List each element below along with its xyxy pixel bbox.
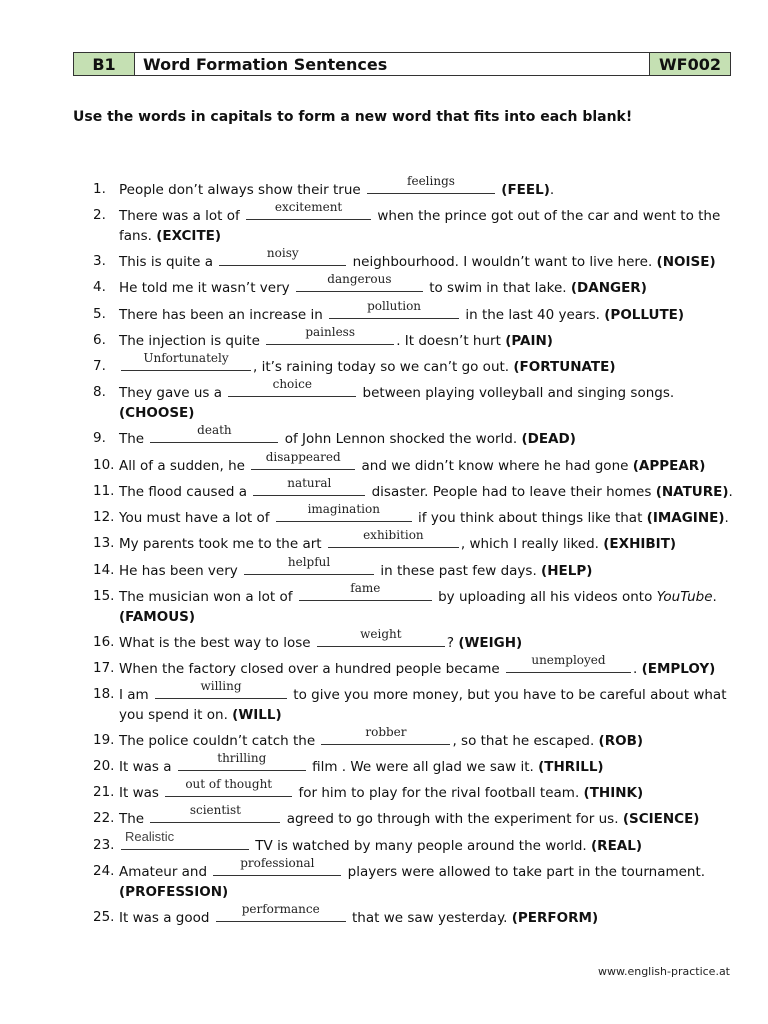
item-number: 16. [93,634,115,650]
keyword: (FORTUNATE) [513,359,616,375]
sentence-text: The police couldn’t catch the [119,733,320,749]
keyword: (PERFORM) [511,910,599,926]
answer-blank[interactable] [244,555,374,575]
sentence-text: He has been very [119,563,243,579]
exercise-item [93,450,738,476]
answer-blank[interactable] [150,803,280,823]
keyword: (HELP) [541,563,593,579]
sentence-text: of John Lennon shocked the world. [280,431,522,447]
answer-blank[interactable] [506,653,631,673]
answer-blank[interactable] [317,627,445,647]
item-number: 18. [93,686,115,702]
sentence-tail: . [724,510,729,526]
exercise-item [93,902,738,928]
keyword: (SCIENCE) [622,811,700,827]
keyword: (THINK) [583,785,644,801]
handwritten-answer: natural [287,476,332,490]
exercise-item [93,528,738,554]
handwritten-answer: choice [272,377,312,391]
exercise-item [93,777,738,803]
sentence-text: agreed to go through with the experiment for us. [282,811,623,827]
item-number: 8. [93,384,106,400]
sentence-text: The injection is quite [119,333,265,349]
handwritten-answer: disappeared [265,450,341,464]
answer-blank[interactable] [165,777,292,797]
handwritten-answer: dangerous [327,272,392,286]
keyword: (PROFESSION) [119,884,229,900]
exercise-item [93,174,738,200]
sentence-text: by uploading all his videos onto [433,589,657,605]
exercise-item [93,272,738,298]
sentence-text: , it’s raining today so we can’t go out. [253,359,514,375]
sentence-text: in the last 40 years. [461,307,605,323]
item-number: 21. [93,784,115,800]
worksheet-title: Word Formation Sentences [135,53,649,75]
handwritten-answer: imagination [307,502,380,516]
sentence-text: He told me it wasn’t very [119,280,294,296]
item-sentence [119,502,738,528]
sentence-text: It was [119,785,164,801]
item-number: 14. [93,562,115,578]
sentence-text: between playing volleyball and singing songs. [358,385,675,401]
exercise-item [93,377,738,423]
sentence-text: What is the best way to lose [119,635,315,651]
item-sentence [119,751,738,777]
sentence-text: when the prince got out of the car and went to the fans. [119,208,721,244]
item-sentence [119,377,738,423]
handwritten-answer: robber [365,725,407,739]
sentence-text: Amateur and [119,864,212,880]
sentence-text: for him to play for the rival football team. [294,785,584,801]
item-number: 17. [93,660,115,676]
item-sentence [119,174,738,200]
exercise-item [93,829,738,856]
item-sentence [119,902,738,928]
keyword: (WEIGH) [458,635,523,651]
instruction-text: Use the words in capitals to form a new word that fits into each blank! [73,109,633,125]
sentence-italic: YouTube [656,589,713,605]
item-sentence [119,325,738,351]
keyword: (EMPLOY) [641,661,716,677]
item-number: 5. [93,306,106,322]
sentence-text: When the factory closed over a hundred people became [119,661,504,677]
handwritten-answer: exhibition [363,528,424,542]
exercise-item [93,751,738,777]
answer-blank[interactable] [178,751,306,771]
handwritten-answer: helpful [287,555,331,569]
exercise-item [93,581,738,627]
level-badge: B1 [74,53,135,75]
item-sentence [119,450,738,476]
keyword: (POLLUTE) [604,307,685,323]
exercise-item [93,351,738,377]
sentence-text: The musician won a lot of [119,589,297,605]
handwritten-answer: thrilling [217,751,267,765]
exercise-item [93,502,738,528]
answer-blank[interactable] [367,174,495,194]
handwritten-answer: unemployed [531,653,606,667]
item-sentence [119,829,738,856]
item-sentence [119,555,738,581]
answer-blank[interactable] [321,725,450,745]
sentence-text: It was a [119,759,176,775]
answer-blank[interactable] [155,679,287,699]
item-number: 9. [93,430,106,446]
handwritten-answer: willing [200,679,242,693]
keyword: (FEEL) [501,182,550,198]
item-sentence [119,627,738,653]
exercise-item [93,200,738,246]
item-number: 25. [93,909,115,925]
handwritten-answer: weight [360,627,402,641]
handwritten-answer: Realistic [125,829,175,844]
answer-blank[interactable] [251,450,355,470]
handwritten-answer: noisy [266,246,299,260]
sentence-text: , so that he escaped. [452,733,599,749]
sentence-tail: . [549,182,555,198]
item-number: 11. [93,483,115,499]
keyword: (REAL) [591,838,643,854]
item-sentence [119,528,738,554]
keyword: (WILL) [232,707,282,723]
exercise-item [93,679,738,725]
exercise-item [93,476,738,502]
sentence-text: ? [446,635,459,651]
item-sentence [119,200,738,246]
sentence-text: and we didn’t know where he had gone [357,458,633,474]
item-sentence [119,679,738,725]
item-number: 13. [93,535,115,551]
item-sentence [119,246,738,272]
item-sentence [119,423,738,449]
exercise-item [93,856,738,902]
answer-blank[interactable] [213,856,341,876]
item-sentence [119,476,738,502]
sentence-text: to give you more money, but you have to be careful about what you spend it on. [119,687,727,723]
exercise-item [93,423,738,449]
sentence-text: You must have a lot of [119,510,274,526]
handwritten-answer: performance [241,902,320,916]
sentence-text: There has been an increase in [119,307,328,323]
sentence-text: if you think about things like that [413,510,647,526]
item-number: 4. [93,279,106,295]
answer-blank[interactable] [150,423,278,443]
keyword: (APPEAR) [632,458,706,474]
keyword: (CHOOSE) [119,405,195,421]
answer-blank[interactable] [246,200,371,220]
exercise-item [93,246,738,272]
exercise-item [93,627,738,653]
item-number: 6. [93,332,106,348]
item-number: 10. [93,457,115,473]
item-sentence [119,581,738,627]
handwritten-answer: fame [350,581,381,595]
item-sentence [119,653,738,679]
item-number: 1. [93,181,106,197]
sentence-text: They gave us a [119,385,227,401]
sentence-tail: . [728,484,733,500]
sentence-text: I am [119,687,153,703]
item-sentence [119,803,738,829]
sentence-text: . [712,589,717,605]
sentence-text: There was a lot of [119,208,245,224]
item-sentence [119,299,738,325]
keyword: (NOISE) [656,254,716,270]
keyword: (EXHIBIT) [603,536,677,552]
sentence-text: film . We were all glad we saw it. [307,759,539,775]
answer-blank[interactable] [296,272,423,292]
answer-blank[interactable] [216,902,346,922]
sentence-text: . [632,661,642,677]
sentence-text: The [119,811,149,827]
item-sentence [119,725,738,751]
answer-blank[interactable] [276,502,412,522]
sentence-text: All of a sudden, he [119,458,250,474]
sentence-text: This is quite a [119,254,218,270]
item-sentence [119,272,738,298]
sentence-text: disaster. People had to leave their homes [367,484,656,500]
answer-blank[interactable] [121,829,249,850]
answer-blank[interactable] [253,476,365,496]
exercise-item [93,803,738,829]
item-sentence [119,856,738,902]
item-number: 15. [93,588,115,604]
exercise-item [93,653,738,679]
handwritten-answer: out of thought [185,777,273,791]
keyword: (DEAD) [521,431,576,447]
sentence-text: People don’t always show their true [119,182,365,198]
footer-url: www.english-practice.at [597,965,730,978]
keyword: (ROB) [598,733,644,749]
item-number: 7. [93,358,106,374]
answer-blank[interactable] [228,377,356,397]
keyword: (THRILL) [538,759,604,775]
item-number: 20. [93,758,115,774]
answer-blank[interactable] [299,581,432,601]
sentence-text: neighbourhood. I wouldn’t want to live here. [348,254,657,270]
item-sentence [119,351,738,377]
exercise-item [93,555,738,581]
exercise-item [93,299,738,325]
sentence-text: players were allowed to take part in the tournament. [343,864,706,880]
keyword: (IMAGINE) [646,510,725,526]
sentence-text: It was a good [119,910,214,926]
answer-blank[interactable] [328,528,459,548]
sentence-text: to swim in that lake. [424,280,571,296]
answer-blank[interactable] [219,246,346,266]
keyword: (EXCITE) [156,228,222,244]
answer-blank[interactable] [266,325,394,345]
exercise-item [93,325,738,351]
item-number: 2. [93,207,106,223]
item-number: 24. [93,863,115,879]
handwritten-answer: painless [305,325,356,339]
answer-blank[interactable] [329,299,459,319]
handwritten-answer: Unfortunately [143,351,229,365]
sentence-text: The [119,431,149,447]
item-number: 23. [93,837,115,853]
handwritten-answer: professional [240,856,315,870]
sentence-text: The flood caused a [119,484,252,500]
item-number: 22. [93,810,115,826]
exercise-item [93,725,738,751]
keyword: (DANGER) [570,280,647,296]
sentence-text: in these past few days. [376,563,542,579]
handwritten-answer: excitement [274,200,343,214]
item-number: 3. [93,253,106,269]
worksheet-code: WF002 [649,53,730,75]
handwritten-answer: pollution [367,299,422,313]
handwritten-answer: death [197,423,232,437]
sentence-text: . It doesn’t hurt [396,333,506,349]
item-sentence [119,777,738,803]
keyword: (PAIN) [505,333,553,349]
handwritten-answer: scientist [189,803,241,817]
sentence-text: My parents took me to the art [119,536,326,552]
keyword: (FAMOUS) [119,609,196,625]
item-number: 12. [93,509,115,525]
keyword: (NATURE) [655,484,729,500]
sentence-text: , which I really liked. [460,536,604,552]
sentence-text: TV is watched by many people around the world. [251,838,592,854]
sentence-text: that we saw yesterday. [347,910,512,926]
item-number: 19. [93,732,115,748]
handwritten-answer: feelings [407,174,455,188]
answer-blank[interactable] [121,351,251,371]
